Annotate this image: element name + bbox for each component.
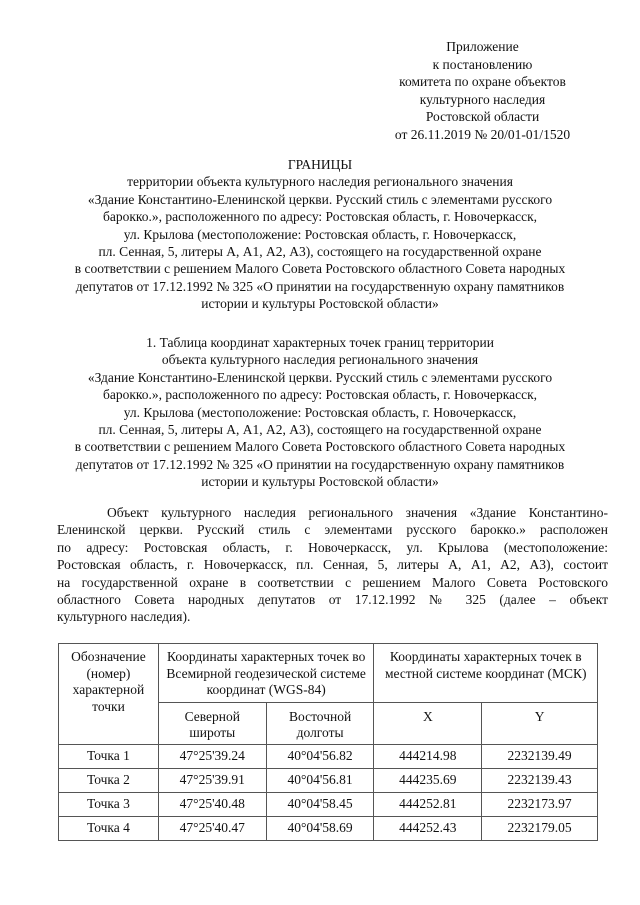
table-row [59,768,598,792]
section-line: ул. Крылова (местоположение: Ростовская область, г. Новочеркасск, [123,404,517,420]
cell-x: 444252.81 [374,792,482,816]
header-msk: Координаты характерных точек в местной системе координат (МСК) [374,644,598,703]
cell-point: Точка 1 [59,744,159,768]
cell-north: 47°25'39.91 [158,768,266,792]
cell-north: 47°25'39.24 [158,744,266,768]
section-line: истории и культуры Ростовской области» [201,474,439,490]
appendix-line: культурного наследия [419,91,546,107]
subheader-y: Y [482,702,598,744]
cell-y: 2232179.05 [482,816,598,840]
section-line: «Здание Константино-Еленинской церкви. Русский стиль с элементами русского [87,369,553,385]
cell-east: 40°04'56.82 [266,744,374,768]
appendix-line: от 26.11.2019 № 20/01-01/1520 [394,126,571,142]
section-line: в соответствии с решением Малого Совета Ростовского областного Совета народных [74,439,566,455]
cell-x: 444214.98 [374,744,482,768]
title-line: территории объекта культурного наследия регионального значения [127,174,513,190]
cell-x: 444235.69 [374,768,482,792]
title-line: истории и культуры Ростовской области» [201,296,439,312]
paragraph-line: областного Совета народных депутатов от 17.12.1992 № 325 (далее – объект [57,592,608,608]
cell-y: 2232139.43 [482,768,598,792]
paragraph-line: по адресу: Ростовская область, г. Новочеркасск, ул. Крылова (местоположение: [57,539,608,555]
title-line: «Здание Константино-Еленинской церкви. Русский стиль с элементами русского [87,191,553,207]
section-line: 1. Таблица координат характерных точек границ территории [146,335,494,350]
subheader-east-longitude: Восточной долготы [266,702,374,744]
appendix-line: комитета по охране объектов [399,74,566,89]
title-line: барокко.», расположенного по адресу: Ростовская область, г. Новочеркасск, [102,209,538,225]
cell-point: Точка 2 [59,768,159,792]
cell-point: Точка 4 [59,816,159,840]
header-wgs84: Координаты характерных точек во Всемирной геодезической системе координат (WGS-84) [158,644,374,703]
section-line: пл. Сенная, 5, литеры А, А1, А2, А3), состоящего на государственной охране [98,422,542,438]
paragraph-line: Еленинской церкви. Русский стиль с элементами русского барокко.» расположен [57,522,608,538]
document-title [40,156,600,313]
cell-y: 2232139.49 [482,744,598,768]
subheader-north-latitude: Северной широты [158,702,266,744]
cell-east: 40°04'58.69 [266,816,374,840]
appendix-line: Ростовской области [425,109,540,124]
cell-x: 444252.43 [374,816,482,840]
title-heading: ГРАНИЦЫ [287,157,353,172]
cell-east: 40°04'58.45 [266,792,374,816]
table-row [59,792,598,816]
appendix-line: Приложение [446,39,519,54]
description-paragraph [57,504,608,626]
title-line: в соответствии с решением Малого Совета Ростовского областного Совета народных [74,261,566,277]
section-line: барокко.», расположенного по адресу: Ростовская область, г. Новочеркасск, [102,387,538,403]
cell-north: 47°25'40.47 [158,816,266,840]
cell-north: 47°25'40.48 [158,792,266,816]
cell-y: 2232173.97 [482,792,598,816]
cell-east: 40°04'56.81 [266,768,374,792]
title-line: пл. Сенная, 5, литеры А, А1, А2, А3), состоящего на государственной охране [98,244,542,260]
section-heading [40,334,600,491]
table-header-row [59,644,598,703]
paragraph-line: Объект культурного наследия регионального значения «Здание Константино- [107,505,608,520]
paragraph-line: культурного наследия). [57,609,191,625]
paragraph-line: на государственной охране в соответствии с решением Малого Совета Ростовского [57,574,608,590]
subheader-x: X [374,702,482,744]
section-line: объекта культурного наследия регионального значения [161,352,479,368]
cell-point: Точка 3 [59,792,159,816]
appendix-block [380,38,585,143]
appendix-line: к постановлению [432,56,533,72]
title-line: ул. Крылова (местоположение: Ростовская область, г. Новочеркасск, [123,226,517,242]
paragraph-line: Ростовская область, г. Новочеркасск, пл. Сенная, 5, литеры А, А1, А2, А3), состоит [57,557,608,573]
title-line: депутатов от 17.12.1992 № 325 «О принятии на государственную охрану памятников [75,278,565,294]
section-line: депутатов от 17.12.1992 № 325 «О принятии на государственную охрану памятников [75,456,565,472]
header-point-designation: Обозначение (номер) характерной точки [59,644,159,745]
table-row [59,816,598,840]
table-row [59,744,598,768]
coordinates-table [58,643,598,841]
